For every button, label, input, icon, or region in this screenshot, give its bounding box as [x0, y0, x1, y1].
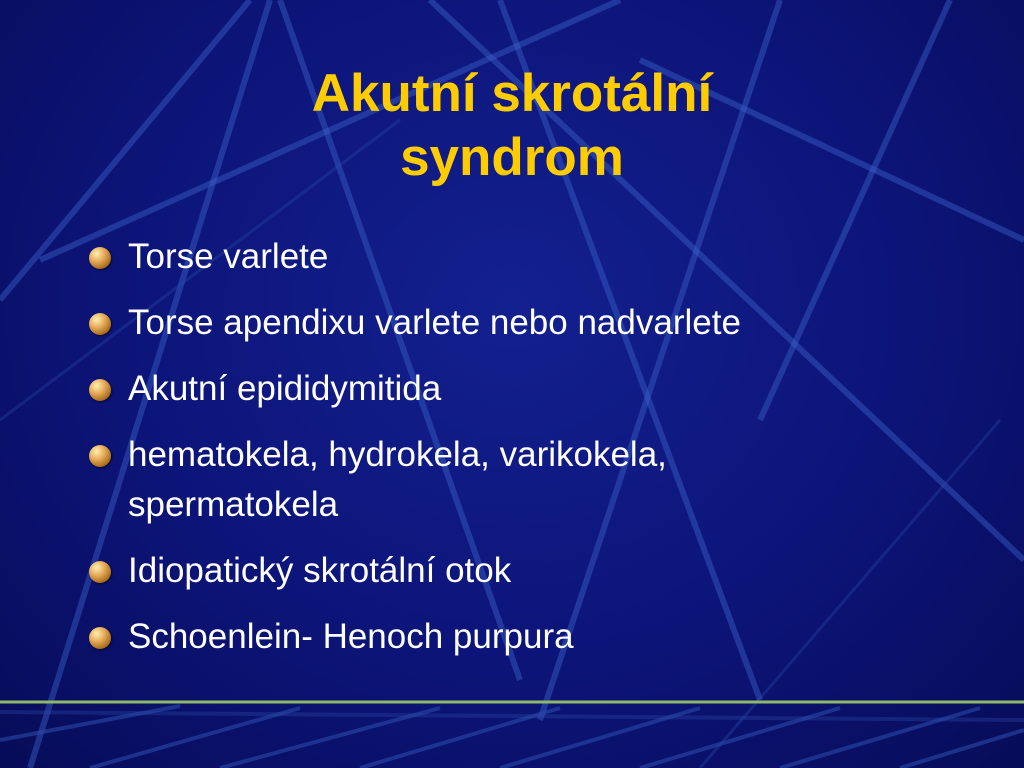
- bullet-list: [88, 232, 988, 678]
- bullet-item: [88, 612, 988, 662]
- bronze-sphere-bullet-icon: [89, 247, 111, 269]
- bullet-text: Akutní epididymitida: [128, 369, 442, 408]
- bullet-text: Idiopatický skrotální otok: [128, 551, 512, 590]
- bullet-item: [88, 546, 988, 596]
- bullet-text: Torse varlete: [128, 237, 329, 276]
- bronze-sphere-bullet-icon: [89, 313, 111, 335]
- bronze-sphere-bullet-icon: [89, 561, 111, 583]
- bullet-item: [88, 364, 988, 414]
- title-line-2: syndrom: [400, 128, 624, 187]
- bronze-sphere-bullet-icon: [89, 379, 111, 401]
- bronze-sphere-bullet-icon: [89, 627, 111, 649]
- slide-title: [0, 62, 1024, 190]
- bullet-item: [88, 298, 988, 348]
- bronze-sphere-bullet-icon: [89, 445, 111, 467]
- bullet-text: Torse apendixu varlete nebo nadvarlete: [128, 303, 741, 342]
- title-line-1: Akutní skrotální: [311, 64, 713, 123]
- bullet-item: [88, 430, 988, 530]
- bullet-item: [88, 232, 988, 282]
- bullet-text: hematokela, hydrokela, varikokela, spermatokela: [128, 435, 667, 524]
- bullet-text: Schoenlein- Henoch purpura: [128, 617, 574, 656]
